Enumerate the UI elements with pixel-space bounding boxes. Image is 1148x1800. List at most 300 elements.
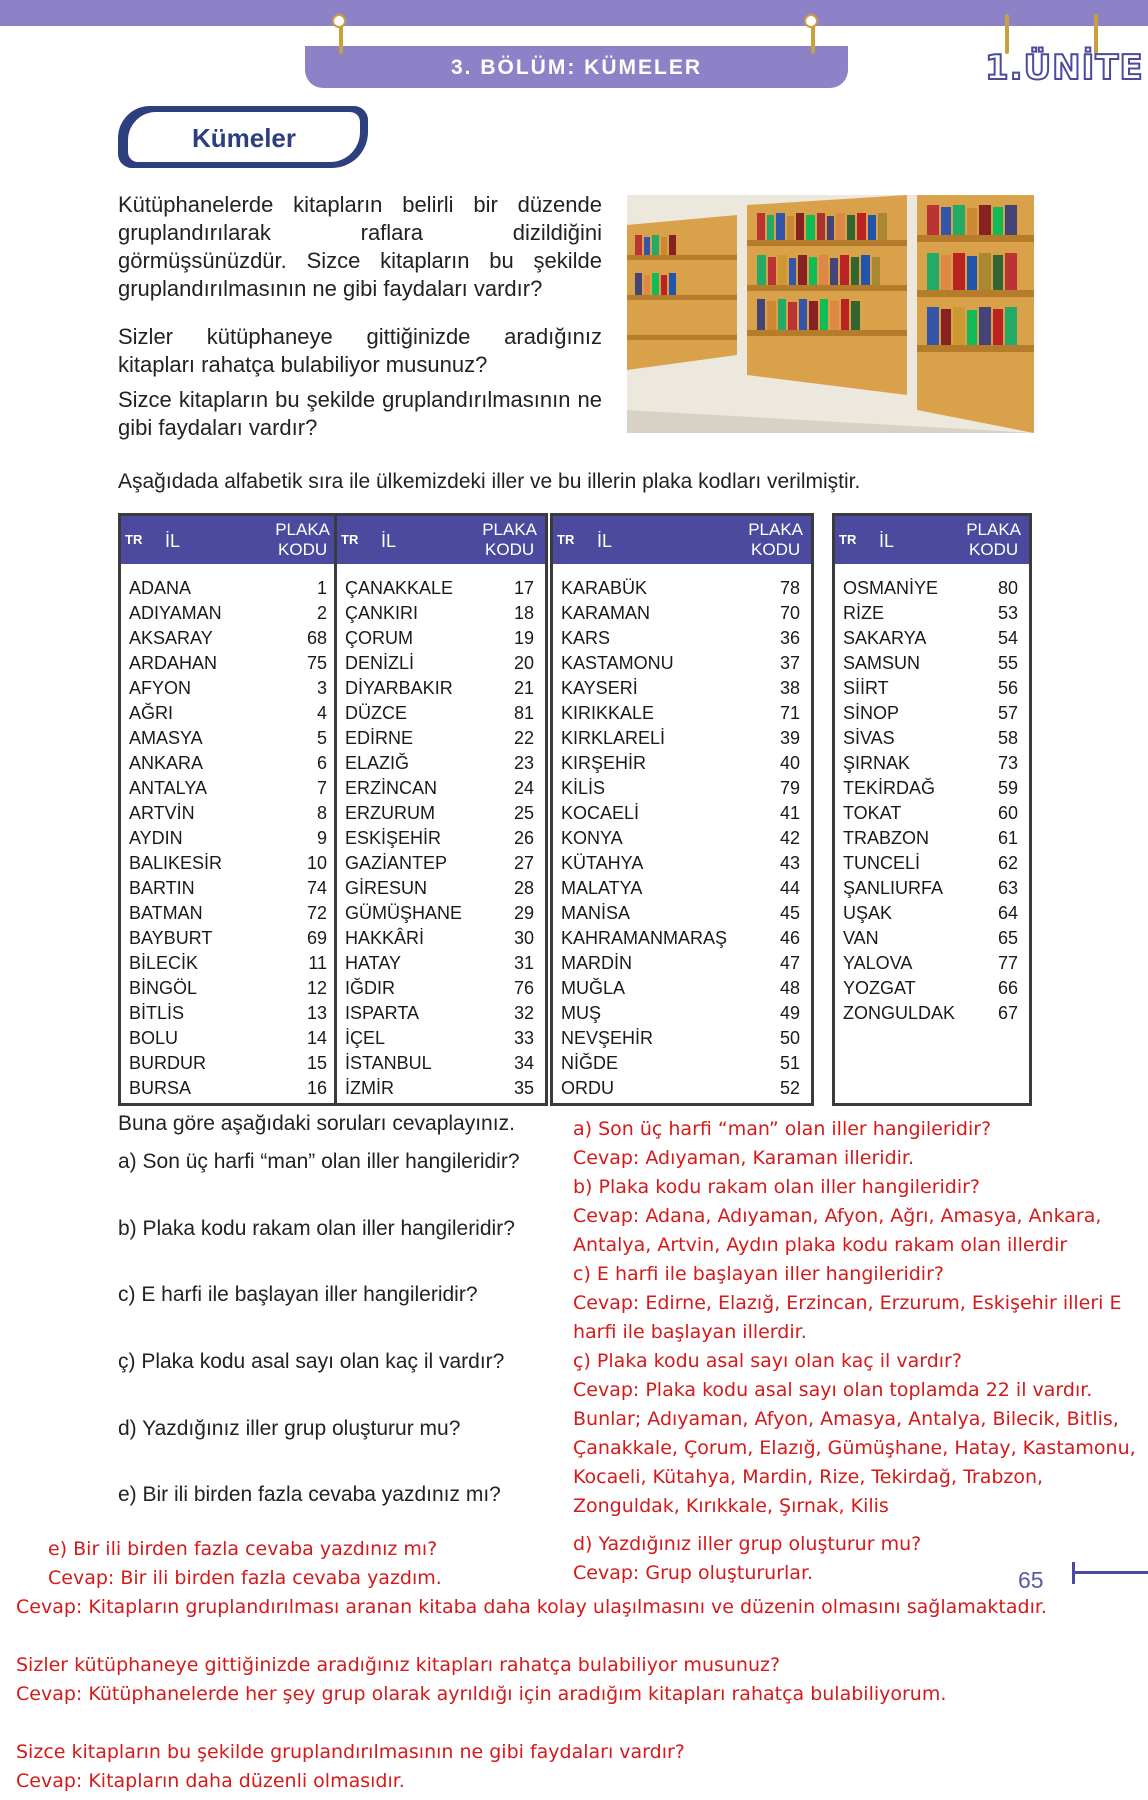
- answer-line: a) Son üç harfi “man” olan iller hangileridir?: [573, 1118, 992, 1140]
- province-name: KÜTAHYA: [561, 853, 644, 873]
- province-name: SİNOP: [843, 703, 900, 723]
- table-row: [337, 576, 545, 601]
- province-name: ARTVİN: [129, 803, 195, 823]
- province-name: ADIYAMAN: [129, 603, 222, 623]
- table-row: [337, 1051, 545, 1076]
- table-rows: [835, 564, 1029, 1026]
- province-name: SAKARYA: [843, 628, 927, 648]
- bottom-question-2: Sizler kütüphaneye gittiğinizde aradığınız kitapları rahatça bulabiliyor musunuz?: [16, 1654, 781, 1676]
- tr-label: TR: [839, 532, 857, 547]
- province-name: BİLECİK: [129, 953, 199, 973]
- question-d: d) Yazdığınız iller grup oluşturur mu?: [118, 1417, 461, 1440]
- province-name: BİNGÖL: [129, 978, 198, 998]
- plate-code: 53: [997, 603, 1018, 623]
- province-name: AĞRI: [129, 703, 174, 723]
- answer-line: Zonguldak, Kırıkkale, Şırnak, Kilis: [573, 1495, 889, 1517]
- plate-code: 34: [513, 1053, 534, 1073]
- table-row: [337, 751, 545, 776]
- province-table-2: [334, 513, 548, 1106]
- plate-code: 8: [316, 803, 327, 823]
- plate-code: 16: [306, 1078, 327, 1098]
- province-name: TUNCELİ: [843, 853, 921, 873]
- plate-code: 44: [779, 878, 800, 898]
- plate-code: 17: [513, 578, 534, 598]
- answer-d-question: d) Yazdığınız iller grup oluşturur mu?: [573, 1533, 922, 1555]
- plate-code: 56: [997, 678, 1018, 698]
- province-name: İÇEL: [345, 1028, 386, 1048]
- plate-code: 2: [316, 603, 327, 623]
- table-row: [121, 1076, 338, 1101]
- province-name: DENİZLİ: [345, 653, 415, 673]
- plate-code: 72: [306, 903, 327, 923]
- plate-code: 37: [779, 653, 800, 673]
- province-name: GAZİANTEP: [345, 853, 448, 873]
- table-row: [553, 601, 811, 626]
- table-row: [835, 776, 1029, 801]
- province-name: MANİSA: [561, 903, 631, 923]
- plate-code: 3: [316, 678, 327, 698]
- province-name: ŞIRNAK: [843, 753, 911, 773]
- plate-code: 23: [513, 753, 534, 773]
- plate-code: 45: [779, 903, 800, 923]
- top-bar: [0, 0, 1148, 26]
- plate-code: 74: [306, 878, 327, 898]
- province-name: ÇANAKKALE: [345, 578, 454, 598]
- table-row: [337, 851, 545, 876]
- table-row: [337, 901, 545, 926]
- table-row: [553, 651, 811, 676]
- table-row: [121, 826, 338, 851]
- tr-label: TR: [125, 532, 143, 547]
- question-b: b) Plaka kodu rakam olan iller hangileridir?: [118, 1217, 515, 1240]
- table-row: [835, 601, 1029, 626]
- province-name: MUŞ: [561, 1003, 601, 1023]
- province-name: TEKİRDAĞ: [843, 778, 936, 798]
- plate-code: 36: [779, 628, 800, 648]
- table-row: [553, 1026, 811, 1051]
- plate-code: 77: [997, 953, 1018, 973]
- province-name: NİĞDE: [561, 1053, 619, 1073]
- province-name: İZMİR: [345, 1078, 394, 1098]
- table-row: [337, 626, 545, 651]
- answer-d-text: Cevap: Grup oluştururlar.: [573, 1562, 814, 1584]
- table-row: [835, 701, 1029, 726]
- table-row: [553, 826, 811, 851]
- tr-label: TR: [341, 532, 359, 547]
- table-row: [121, 976, 338, 1001]
- table-row: [337, 951, 545, 976]
- page-number: 65: [1018, 1567, 1044, 1593]
- table-row: [121, 651, 338, 676]
- plate-code: 11: [308, 953, 327, 973]
- province-name: TOKAT: [843, 803, 902, 823]
- plate-code: 9: [316, 828, 327, 848]
- plate-code-header: PLAKA KODU: [275, 520, 330, 559]
- province-name: OSMANİYE: [843, 578, 939, 598]
- province-name: KARABÜK: [561, 578, 648, 598]
- plate-code: 75: [306, 653, 327, 673]
- province-name: KİLİS: [561, 778, 606, 798]
- table-row: [121, 726, 338, 751]
- table-row: [121, 776, 338, 801]
- province-name: BARTIN: [129, 878, 195, 898]
- province-name: KASTAMONU: [561, 653, 674, 673]
- province-name: HAKKÂRİ: [345, 928, 425, 948]
- unit-badge: 1.ÜNİTE: [985, 48, 1144, 88]
- province-name: DİYARBAKIR: [345, 678, 453, 698]
- province-name: SİİRT: [843, 678, 889, 698]
- pin-ring: [332, 14, 346, 28]
- province-name: IĞDIR: [345, 978, 396, 998]
- province-name: NEVŞEHİR: [561, 1028, 654, 1048]
- province-name: KIRIKKALE: [561, 703, 655, 723]
- answer-line: Cevap: Adana, Adıyaman, Afyon, Ağrı, Amasya, Ankara,: [573, 1205, 1102, 1227]
- table-row: [835, 976, 1029, 1001]
- question-a: a) Son üç harfi “man” olan iller hangileridir?: [118, 1150, 520, 1173]
- plate-code-header: PLAKA KODU: [966, 520, 1021, 559]
- plate-code: 39: [779, 728, 800, 748]
- plate-code: 12: [306, 978, 327, 998]
- province-name: KARS: [561, 628, 611, 648]
- province-name: ORDU: [561, 1078, 614, 1098]
- table-row: [337, 826, 545, 851]
- intro-paragraph-3: Sizce kitapların bu şekilde gruplandırılmasının ne gibi faydaları vardır?: [118, 387, 602, 440]
- province-name: AYDIN: [129, 828, 183, 848]
- table-row: [121, 1001, 338, 1026]
- bottom-answer-1: Cevap: Kitapların gruplandırılması aranan kitaba daha kolay ulaşılmasını ve düzenin olmasını sağlamaktadır.: [16, 1596, 1047, 1618]
- answer-line: b) Plaka kodu rakam olan iller hangileridir?: [573, 1176, 981, 1198]
- intro-paragraph-1: Kütüphanelerde kitapların belirli bir düzende gruplandırılarak raflara dizildiğini görmüşsünüzdür. Sizce kitapların bu şekilde gruplandırılmasının ne gibi faydaları vardır?: [118, 192, 602, 301]
- province-name: AMASYA: [129, 728, 203, 748]
- province-name: TRABZON: [843, 828, 930, 848]
- province-table-3: [550, 513, 814, 1106]
- plate-code: 40: [779, 753, 800, 773]
- table-row: [121, 626, 338, 651]
- plate-code: 46: [779, 928, 800, 948]
- table-row: [553, 626, 811, 651]
- province-name: ZONGULDAK: [843, 1003, 956, 1023]
- answer-e-question: e) Bir ili birden fazla cevaba yazdınız mı?: [48, 1538, 438, 1560]
- province-name: GİRESUN: [345, 878, 428, 898]
- table-rows: [553, 564, 811, 1101]
- table-row: [337, 776, 545, 801]
- province-name: YALOVA: [843, 953, 913, 973]
- province-name: ÇORUM: [345, 628, 413, 648]
- table-row: [553, 701, 811, 726]
- table-row: [337, 651, 545, 676]
- table-row: [835, 951, 1029, 976]
- plate-code: 10: [306, 853, 327, 873]
- table-row: [337, 801, 545, 826]
- table-row: [835, 1001, 1029, 1026]
- plate-code: 61: [997, 828, 1018, 848]
- province-name: KARAMAN: [561, 603, 651, 623]
- table-row: [835, 801, 1029, 826]
- plate-code: 18: [513, 603, 534, 623]
- province-name: ERZURUM: [345, 803, 435, 823]
- province-table-1: [118, 513, 341, 1106]
- answer-e-text: Cevap: Bir ili birden fazla cevaba yazdım.: [48, 1567, 442, 1589]
- plate-code: 38: [779, 678, 800, 698]
- table-row: [553, 976, 811, 1001]
- table-row: [337, 926, 545, 951]
- table-row: [121, 876, 338, 901]
- province-name: MARDİN: [561, 953, 632, 973]
- plate-code: 29: [513, 903, 534, 923]
- table-header: [553, 516, 811, 564]
- table-row: [553, 1001, 811, 1026]
- bottom-answer-3: Cevap: Kitapların daha düzenli olmasıdır.: [16, 1770, 405, 1792]
- answer-e: [48, 1535, 442, 1593]
- province-name: ÇANKIRI: [345, 603, 419, 623]
- table-row: [835, 626, 1029, 651]
- plate-code: 24: [513, 778, 534, 798]
- answer-line: c) E harfi ile başlayan iller hangileridir?: [573, 1263, 944, 1285]
- question-e: e) Bir ili birden fazla cevaba yazdınız mı?: [118, 1483, 501, 1506]
- plate-code: 59: [997, 778, 1018, 798]
- plate-code: 71: [779, 703, 800, 723]
- table-row: [337, 701, 545, 726]
- province-name: DÜZCE: [345, 703, 407, 723]
- plate-code: 69: [306, 928, 327, 948]
- plate-code-header: PLAKA KODU: [482, 520, 537, 559]
- plate-code: 41: [779, 803, 800, 823]
- plate-code: 62: [997, 853, 1018, 873]
- table-row: [835, 576, 1029, 601]
- province-name: KOCAELİ: [561, 803, 640, 823]
- table-row: [121, 676, 338, 701]
- table-row: [337, 1001, 545, 1026]
- province-name: HATAY: [345, 953, 402, 973]
- table-row: [553, 851, 811, 876]
- table-rows: [121, 564, 338, 1101]
- library-photo: [627, 195, 1034, 433]
- plate-code: 43: [779, 853, 800, 873]
- plate-code: 76: [513, 978, 534, 998]
- table-header: [835, 516, 1029, 564]
- answer-line: Kocaeli, Kütahya, Mardin, Rize, Tekirdağ, Trabzon,: [573, 1466, 1044, 1488]
- table-row: [553, 926, 811, 951]
- table-row: [337, 976, 545, 1001]
- table-header: [121, 516, 338, 564]
- plate-code: 51: [779, 1053, 800, 1073]
- plate-code: 50: [779, 1028, 800, 1048]
- plate-code: 64: [997, 903, 1018, 923]
- table-row: [337, 601, 545, 626]
- province-name: ANKARA: [129, 753, 204, 773]
- province-name: BURDUR: [129, 1053, 207, 1073]
- province-name: BURSA: [129, 1078, 192, 1098]
- plate-code: 13: [306, 1003, 327, 1023]
- table-row: [835, 851, 1029, 876]
- plate-code: 80: [997, 578, 1018, 598]
- table-row: [835, 926, 1029, 951]
- plate-code: 19: [513, 628, 534, 648]
- table-row: [553, 1076, 811, 1101]
- table-row: [835, 901, 1029, 926]
- table-row: [121, 576, 338, 601]
- table-row: [835, 826, 1029, 851]
- plate-code: 42: [779, 828, 800, 848]
- plate-code: 54: [997, 628, 1018, 648]
- province-name: ELAZIĞ: [345, 753, 410, 773]
- page-title: Kümeler: [128, 112, 360, 162]
- plate-code: 73: [997, 753, 1018, 773]
- plate-code: 1: [316, 578, 327, 598]
- province-name: KIRŞEHİR: [561, 753, 647, 773]
- table-row: [553, 676, 811, 701]
- questions-lead: Buna göre aşağıdaki soruları cevaplayınız.: [118, 1112, 515, 1135]
- province-name: İSTANBUL: [345, 1053, 432, 1073]
- table-row: [121, 851, 338, 876]
- table-row: [121, 951, 338, 976]
- province-table-4: [832, 513, 1032, 1106]
- province-name: ANTALYA: [129, 778, 208, 798]
- table-row: [553, 901, 811, 926]
- bookshelf-illustration: [627, 195, 1034, 433]
- province-name: ADANA: [129, 578, 192, 598]
- table-row: [553, 576, 811, 601]
- province-name: BİTLİS: [129, 1003, 185, 1023]
- province-name: KIRKLARELİ: [561, 728, 666, 748]
- table-row: [553, 726, 811, 751]
- plate-code: 66: [997, 978, 1018, 998]
- province-name: BOLU: [129, 1028, 179, 1048]
- province-name: YOZGAT: [843, 978, 916, 998]
- plate-code: 68: [306, 628, 327, 648]
- table-row: [553, 801, 811, 826]
- plate-code: 14: [306, 1028, 327, 1048]
- question-cc: ç) Plaka kodu asal sayı olan kaç il vardır?: [118, 1350, 505, 1373]
- plate-code: 27: [513, 853, 534, 873]
- bottom-question-3: Sizce kitapların bu şekilde gruplandırılmasının ne gibi faydaları vardır?: [16, 1741, 685, 1763]
- plate-code: 35: [513, 1078, 534, 1098]
- plate-code: 4: [316, 703, 327, 723]
- intro-paragraph-2: Sizler kütüphaneye gittiğinizde aradığınız kitapları rahatça bulabiliyor musunuz?: [118, 324, 602, 377]
- answer-line: Bunlar; Adıyaman, Afyon, Amasya, Antalya, Bilecik, Bitlis,: [573, 1408, 1119, 1430]
- province-name: MUĞLA: [561, 978, 626, 998]
- province-name: UŞAK: [843, 903, 893, 923]
- province-name: ESKİŞEHİR: [345, 828, 442, 848]
- answer-line: harfi ile başlayan illerdir.: [573, 1321, 807, 1343]
- table-row: [121, 901, 338, 926]
- plate-code: 65: [997, 928, 1018, 948]
- bottom-answer-2: Cevap: Kütüphanelerde her şey grup olarak ayrıldığı için aradığım kitapları rahatça bulabiliyorum.: [16, 1683, 947, 1705]
- plate-code: 32: [513, 1003, 534, 1023]
- province-name: AFYON: [129, 678, 192, 698]
- plate-code: 20: [513, 653, 534, 673]
- pin-ring: [804, 14, 818, 28]
- province-name: VAN: [843, 928, 879, 948]
- province-name: BALIKESİR: [129, 853, 223, 873]
- answer-line: Antalya, Artvin, Aydın plaka kodu rakam olan illerdir: [573, 1234, 1068, 1256]
- province-name: RİZE: [843, 603, 885, 623]
- table-row: [553, 876, 811, 901]
- province-name: SAMSUN: [843, 653, 921, 673]
- province-name: KONYA: [561, 828, 623, 848]
- page-marker-line: [1073, 1571, 1148, 1574]
- table-row: [337, 1026, 545, 1051]
- plate-code: 55: [997, 653, 1018, 673]
- plate-code: 7: [316, 778, 327, 798]
- province-name: BAYBURT: [129, 928, 213, 948]
- table-row: [121, 601, 338, 626]
- table-row: [121, 701, 338, 726]
- province-name: ARDAHAN: [129, 653, 218, 673]
- answer-line: ç) Plaka kodu asal sayı olan kaç il vardır?: [573, 1350, 962, 1372]
- table-row: [553, 776, 811, 801]
- plate-code: 21: [513, 678, 534, 698]
- section-title: 3. BÖLÜM: KÜMELER: [305, 46, 848, 88]
- plate-code: 67: [997, 1003, 1018, 1023]
- plate-code: 70: [779, 603, 800, 623]
- table-header: [337, 516, 545, 564]
- table-rows: [337, 564, 545, 1101]
- province-name: KAHRAMANMARAŞ: [561, 928, 728, 948]
- province-name: GÜMÜŞHANE: [345, 903, 463, 923]
- answer-line: Cevap: Adıyaman, Karaman illeridir.: [573, 1147, 915, 1169]
- plate-code-header: PLAKA KODU: [748, 520, 803, 559]
- table-description: Aşağıdada alfabetik sıra ile ülkemizdeki iller ve bu illerin plaka kodları verilmiştir.: [118, 470, 861, 493]
- il-header: İL: [165, 531, 181, 551]
- il-header: İL: [597, 531, 613, 551]
- plate-code: 48: [779, 978, 800, 998]
- answer-line: Çanakkale, Çorum, Elazığ, Gümüşhane, Hatay, Kastamonu,: [573, 1437, 1136, 1459]
- table-row: [835, 726, 1029, 751]
- plate-code: 78: [779, 578, 800, 598]
- plate-code: 15: [306, 1053, 327, 1073]
- il-header: İL: [879, 531, 895, 551]
- plate-code: 28: [513, 878, 534, 898]
- province-name: AKSARAY: [129, 628, 213, 648]
- plate-code: 25: [513, 803, 534, 823]
- table-row: [121, 1051, 338, 1076]
- table-row: [553, 951, 811, 976]
- plate-code: 57: [997, 703, 1018, 723]
- province-name: ŞANLIURFA: [843, 878, 944, 898]
- table-row: [121, 1026, 338, 1051]
- plate-code: 6: [316, 753, 327, 773]
- answer-d: [573, 1530, 921, 1588]
- plate-code: 49: [779, 1003, 800, 1023]
- province-name: ISPARTA: [345, 1003, 420, 1023]
- plate-code: 5: [316, 728, 327, 748]
- il-header: İL: [381, 531, 397, 551]
- table-row: [553, 1051, 811, 1076]
- plate-code: 63: [997, 878, 1018, 898]
- plate-code: 31: [513, 953, 534, 973]
- table-row: [337, 726, 545, 751]
- plate-code: 81: [513, 703, 534, 723]
- table-row: [121, 801, 338, 826]
- answers-right: [573, 1115, 1136, 1521]
- province-name: SİVAS: [843, 728, 895, 748]
- plate-code: 52: [779, 1078, 800, 1098]
- table-row: [121, 926, 338, 951]
- question-c: c) E harfi ile başlayan iller hangileridir?: [118, 1283, 478, 1306]
- table-row: [337, 676, 545, 701]
- province-name: BATMAN: [129, 903, 203, 923]
- table-row: [835, 751, 1029, 776]
- plate-code: 30: [513, 928, 534, 948]
- table-row: [835, 651, 1029, 676]
- table-row: [553, 751, 811, 776]
- plate-code: 22: [513, 728, 534, 748]
- plate-code: 60: [997, 803, 1018, 823]
- province-name: KAYSERİ: [561, 678, 638, 698]
- plate-code: 47: [779, 953, 800, 973]
- plate-code: 58: [997, 728, 1018, 748]
